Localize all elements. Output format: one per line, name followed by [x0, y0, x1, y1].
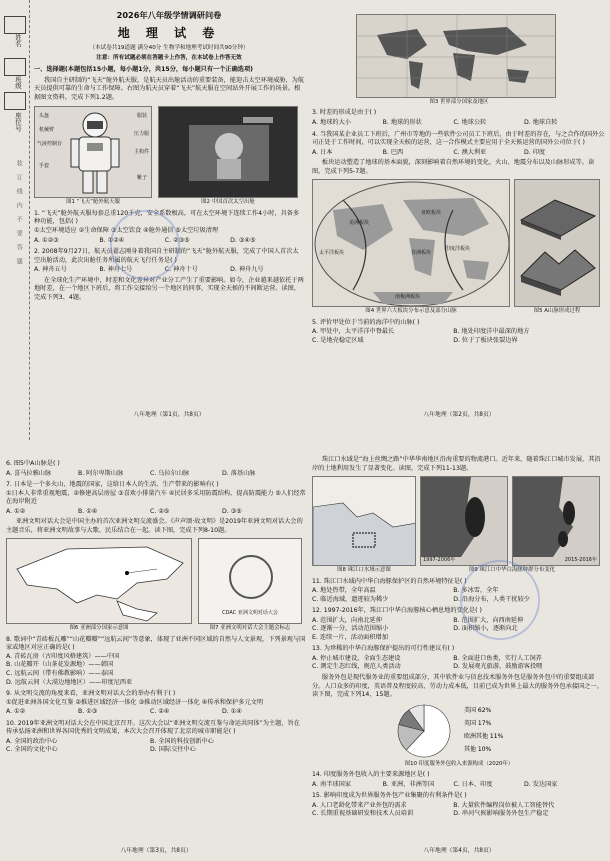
- option: C. 临近海域，遗迹较为稀少: [312, 595, 389, 603]
- intro-passage-2: 在全球化生产环境中，时差和文化差异对产业分工产生了重要影响。如今，企业越来越依托于两地时差，在一个地区下班后，将工作交接给另一个地区的同事，实现全天候的不间断运营。读图，完成下列3、4题。: [34, 276, 304, 301]
- option: C. 测定生态红线，规范人类活动: [312, 663, 401, 671]
- option: D. ①④: [222, 708, 242, 716]
- page-footer: 八年地理（第3页，共8页）: [120, 848, 192, 855]
- period-label: 1997-2006年: [423, 557, 456, 564]
- question-10-options: [6, 738, 306, 755]
- question-9-items: ①促进亚洲各国文化互鉴 ②推进区域经济一体化 ③推动区域经济一体化 ④传承和保护多元文明: [6, 698, 264, 706]
- option: B. ①②④: [99, 236, 125, 244]
- question-14: 14. 印度服务外包收入的主要来源地区是( ): [312, 771, 430, 779]
- fig5-caption: 图5 A山脉形成过程: [533, 308, 581, 315]
- option: A. 地球的大小: [312, 119, 351, 126]
- option: C. 远航云间（带有佛教影响）——泰国: [6, 670, 114, 678]
- plate-label: 印度洋板块: [445, 246, 471, 253]
- intro-passage-asia: 亚洲文明对话大会是中国主办的首次亚洲文明交流盛会。《声声颂·故文明》是2019年亚洲文明对话大会的主题音乐，将亚洲文明故事与大歌、民乐结合在一起。读下图，完成下列8-10题。: [6, 518, 303, 534]
- question-5-options: [312, 328, 606, 345]
- question-2: 2. 2008年9月27日，航天员翟志刚身着我国自主研制的“飞天”舱外航天服，完成了中国人首次太空出舱活动，此次出舱任务所属的航天飞行任务是( ): [34, 248, 299, 264]
- dolphin-map-2015: [512, 476, 600, 566]
- label-pressure: 压力服: [133, 131, 149, 138]
- label-helmet: 头盔: [39, 113, 50, 120]
- option: B. 多冰雪，全年: [453, 587, 499, 595]
- option: C. 日本、印度: [453, 780, 493, 788]
- option: A. 地处热带，全年高温: [312, 587, 376, 595]
- plate-label: 亚欧板块: [421, 210, 442, 217]
- option: C. ②③⑤: [164, 236, 190, 244]
- page-footer: 八年地理（第4页，共8页）: [423, 848, 495, 855]
- option: D. 神舟九号: [230, 266, 264, 274]
- option: B. ①④: [78, 507, 98, 515]
- exam-note: 注意：所有试题必须在答题卡上作答，在本试卷上作答无效: [96, 54, 242, 61]
- fig2-caption: 图2 中国首次太空出舱: [201, 199, 255, 206]
- exam-info: （本试卷共19道题 满分40分 生物学和地理考试时间共90分钟）: [89, 44, 249, 51]
- binding-edge: [0, 0, 30, 440]
- question-7-options: [6, 508, 306, 517]
- option: A. ①②: [6, 507, 26, 515]
- question-4: 4. 当我国某企业员工下班后，广州市等地的一些软件公司员工下班后，由于时差的存在，与之合作的国外公司正处于工作时间，可以实现全天候的运营，这一合作模式主要应用于全天候运营的国外公司位于( ): [312, 130, 605, 147]
- question-15: 15. 影响印度成为世界服务外包产业集聚的有利条件是( ): [312, 792, 467, 800]
- question-1-items: ①太空环境适应 ②生命保障 ③太空饮食 ④舱外通信 ⑤太空垃圾清理: [34, 227, 219, 235]
- fig6-caption: 图6 亚洲部分国家示意图: [69, 625, 129, 632]
- pie-label: 其他 10%: [464, 745, 492, 753]
- option: D. 印度: [524, 148, 546, 156]
- question-9: 9. 从文明交流的角度来看，亚洲文明对话大会的举办有利于( ): [6, 690, 176, 698]
- option: D. ③④⑤: [230, 236, 256, 244]
- plate-label: 南极洲板块: [395, 294, 421, 301]
- question-10: 10. 2019年亚洲文明对话大会在中国北京召开。这次大会以“亚洲文明交流互鉴与命运共同体”为主题，旨在传承弘扬亚洲和世界各国优秀的文明成果，本次大会召开体现了北京的城市职能是( ): [6, 719, 300, 736]
- label-boots: 靴子: [136, 175, 147, 182]
- option: B. 大量软件编程岗位被人工智能替代: [453, 801, 555, 809]
- option: D. ③⑤: [222, 507, 242, 515]
- page-2: [312, 4, 606, 424]
- option: A. 神舟五号: [34, 266, 67, 274]
- option: B. ①③: [78, 708, 98, 716]
- option: B. 地球的形状: [382, 119, 422, 126]
- option: E. 连续一片，活动面积增加: [312, 633, 388, 641]
- label-console: 气液控制台: [37, 141, 63, 148]
- question-15-options: [312, 802, 606, 819]
- option: A. 青砖瓦房（古印度风格建筑）——中国: [6, 652, 120, 660]
- option: D. 地球自转: [524, 119, 558, 126]
- intro-passage-outsourcing: 服务外包是现代服务业的重要组成部分，其中软件业与信息技术服务外包是服务外包中的重要组成部分。人口众多的印度，英语普及程度较高、劳动力成本低，目前已成为世界上最大的服务外包承接国之一。读下图，完成下列14、15题。: [312, 674, 603, 699]
- label-suit: 服装: [136, 113, 147, 120]
- option: D. 国际交往中心: [150, 746, 196, 754]
- class-box: [4, 58, 26, 76]
- class-label: 班级: [14, 76, 22, 89]
- cdac-logo-figure: [198, 538, 302, 624]
- exam-title: 2026年八年级学情调研问卷: [116, 10, 222, 20]
- cdac-logo-text: CDAC 亚洲文明对话大会: [222, 610, 278, 617]
- question-7: 7. 日本是一个多火山、地震的国家，这给日本人的生活、生产带来的影响有( ): [6, 481, 219, 489]
- option: D. 发达国家: [524, 780, 558, 788]
- option: B. 山花瓣开（山茶花发源地）——韩国: [6, 661, 114, 669]
- fig9-caption: 图9 珠江口中华白海豚种群分布变化: [468, 567, 555, 574]
- option: C. 全国的文化中心: [6, 746, 58, 754]
- question-13-options: [312, 655, 606, 672]
- subject-title: 地 理 试 卷: [117, 26, 221, 41]
- question-3: 3. 时差的形成是由于( ): [312, 109, 377, 117]
- world-map-figure: [356, 14, 556, 98]
- option: D. 落基山脉: [222, 469, 256, 477]
- option: A. 范围扩大，向南北延伸: [312, 616, 382, 624]
- option: B. 全面进口鱼类，实行人工饲养: [453, 654, 542, 662]
- label-body: 主构件: [133, 149, 149, 156]
- option: C. 长期重视基础研发和技术人员培训: [312, 810, 414, 818]
- option: B. 范围扩大，向西南延伸: [453, 616, 524, 624]
- asia-map-figure: [6, 538, 192, 624]
- question-5: 5. 评价甲处位于当前的海洋中的山脉( ): [312, 318, 420, 326]
- option: A. 停止城市建设，全面生态建设: [312, 654, 401, 662]
- question-7-items: ①日本人非常重视地震，②修建高层房屋 ③喜欢小排量汽车 ④民居多采用防震结构，提高防震能力 ⑤人们经常在海岸附近: [6, 489, 306, 506]
- option: B. 地处印度洋中最深的地方: [453, 328, 530, 336]
- page-footer: 八年地理（第1页，共8页）: [133, 412, 205, 419]
- option: A. 全国的政治中心: [6, 737, 58, 745]
- dolphin-map-1997: [420, 476, 508, 566]
- pie-label: 欧洲其他 11%: [464, 732, 504, 740]
- section-heading: 一、选择题(本题包括15小题，每小题1分，共15分，每小题只有一个正确选项): [34, 66, 253, 74]
- spacesuit-figure: [34, 106, 152, 198]
- option: D. 位于了板块张裂边界: [453, 336, 518, 344]
- pie-label: 英国 17%: [464, 719, 492, 727]
- pearl-river-map: [312, 476, 416, 566]
- question-8-options: [6, 653, 306, 687]
- mountain-formation-figure: [514, 179, 600, 307]
- option: B. 亚洲、非洲等国: [382, 780, 435, 788]
- question-14-options: [312, 781, 606, 790]
- page-4: [312, 440, 606, 860]
- outsourcing-pie-chart: [384, 702, 534, 760]
- plate-label: 美洲板块: [349, 220, 370, 227]
- option: B. 阿尔卑斯山脉: [78, 469, 124, 477]
- page-footer: 八年地理（第2页，共8页）: [423, 412, 495, 419]
- pie-label: 美国 62%: [464, 706, 492, 714]
- label-arm: 机械臂: [39, 127, 55, 134]
- option: C. 澳大利亚: [453, 148, 487, 156]
- fig7-caption: 图7 亚洲文明对话大会主题会标志: [209, 625, 291, 632]
- option: A. ①②: [6, 708, 26, 716]
- name-box: [4, 16, 26, 34]
- question-1: 1. “飞天”舱外航天服每套总重120千克，安全系数极高，可在太空环境下连续工作4小时，具备多种功能，包括( ): [34, 209, 300, 226]
- period-label: 2015-2016年: [564, 557, 597, 564]
- plates-map-figure: [312, 179, 510, 307]
- spacewalk-photo: [158, 106, 298, 198]
- option: C. 地球公转: [453, 119, 487, 126]
- question-13: 13. 为珍稀的中华白海豚保护提出的可行性建议有( ): [312, 645, 455, 653]
- label-glove: 手套: [39, 163, 50, 170]
- seat-box: [4, 92, 26, 110]
- question-4-options: [312, 149, 606, 158]
- option: C. 是地壳稳定区域: [312, 336, 364, 344]
- question-11: 11. 珠江口水域内中华白海豚保护区的自然环境特征是( ): [312, 577, 467, 585]
- question-3-options: [312, 119, 606, 128]
- intro-passage-pearl-river: 珠江口水域是“海上丝绸之路”中华华南地区沿海重要的物流港口。近年来，随着珠江口城市发展，其沿岸的土地利用发生了显著变化。读图，完成下列11-13题。: [312, 456, 601, 472]
- option: A. 南半球国家: [312, 780, 351, 788]
- question-12: 12. 1997-2016年，珠江口中华白海豚核心栖息地的变化是( ): [312, 607, 482, 615]
- question-9-options: [6, 708, 306, 717]
- fig4-caption: 图4 世界六大板块分布示意及部分山脉: [365, 308, 457, 315]
- intro-passage-plates: 板块运动塑造了地球的基本面貌，深刻影响着自然环境的变化，火山、地震分布以及山脉形成等。读图，完成下列5-7题。: [312, 159, 595, 175]
- option: D. 发展观光旅游，鼓励游客投喂: [453, 663, 543, 671]
- page-1: [34, 4, 304, 424]
- option: A. ①②③: [34, 236, 59, 244]
- option: C. 神舟十号: [164, 266, 198, 274]
- fig8-caption: 图8 珠江口水域示意图: [337, 567, 391, 574]
- option: C. ②⑤: [150, 507, 170, 515]
- option: D. 沿海分布，人类干扰较少: [453, 595, 530, 603]
- option: C. ②④: [150, 708, 170, 716]
- question-8: 8. 歌词中“青砖板瓦雕”“山花瓣瓣”“远航云间”等意象，体现了亚洲不同区域的自然与人文景观，下列景观与国家或地区对应正确的是( ): [6, 635, 306, 652]
- plate-label: 非洲板块: [411, 250, 432, 257]
- option: C. 逐渐一分，活动范围缩小: [312, 625, 389, 633]
- option: D. 串河气候影响服务外包生产稳定: [453, 810, 549, 818]
- fig10-caption: 图10 印度服务外包收入来源构成（2020年）: [404, 760, 514, 767]
- fig1-caption: 图1 “飞天”舱外航天服: [66, 199, 120, 206]
- name-label: 姓名: [14, 34, 22, 47]
- question-12-options: [312, 617, 606, 643]
- option: B. 巴西: [382, 148, 404, 156]
- option: A. 甲处中，太平洋洋中脊最长: [312, 328, 395, 336]
- intro-passage: 我国自主研制的“飞天”舱外航天服，是航天员出舱活动的重要装备，能迎击太空环境威胁，为航天员提供可靠的生命与工作保障。右图为航天员穿着“飞天”航天服在空间站外开展工作的场景。根据图文资料，完成下列1.2题。: [34, 76, 305, 101]
- page-3: [6, 440, 306, 860]
- question-6-options: [6, 470, 306, 479]
- option: C. 乌拉尔山脉: [150, 469, 190, 477]
- question-6: 6. 图5中A山脉是( ): [6, 460, 60, 467]
- seat-label: 座位号: [14, 112, 22, 132]
- option: D. 面积缩小，逐渐向北: [453, 625, 518, 633]
- fig3-caption: 图3 世界部分国家及地区: [429, 99, 489, 105]
- option: B. 全国的科技创新中心: [150, 737, 214, 745]
- option: A. 人口老龄化带来产业外包的需求: [312, 801, 407, 809]
- option: B. 神舟七号: [99, 266, 133, 274]
- option: A. 日本: [312, 148, 333, 156]
- plate-label: 太平洋板块: [319, 250, 345, 257]
- option: A. 喜马拉雅山脉: [6, 469, 52, 477]
- cut-line-note: 装订线内不要答题: [15, 160, 23, 272]
- option: D. 远航云间（大漠边地地区）——印度尼西亚: [6, 678, 133, 686]
